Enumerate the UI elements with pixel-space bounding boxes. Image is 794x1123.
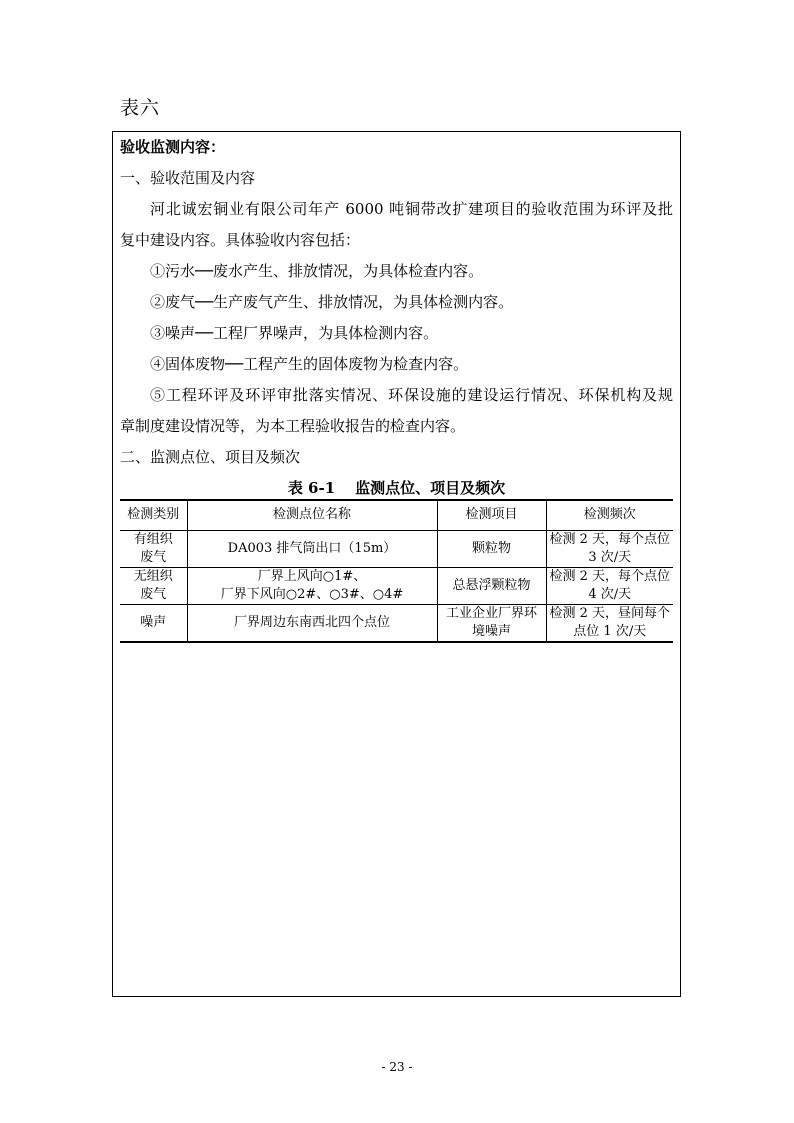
page-number: - 23 - [381,1060,413,1074]
scope-item-exhaust-gas: ②废气──生产废气产生、排放情况，为具体检测内容。 [150,293,514,311]
header-category: 检测类别 [120,500,187,530]
cell-frequency: 检测 2 天，每个点位 3 次/天 [546,530,673,567]
part2-heading: 二、监测点位、项目及频次 [120,448,301,466]
cell-location: 厂界周边东南西北四个点位 [187,604,437,642]
scope-item-noise: ③噪声──工程厂界噪声，为具体检测内容。 [150,324,439,342]
cell-frequency: 检测 2 天，昼间每个 点位 1 次/天 [546,604,673,642]
table-header-row [120,500,673,530]
cell-item: 颗粒物 [437,530,546,567]
intro-paragraph-line2: 复中建设内容。具体验收内容包括： [120,231,361,249]
header-frequency: 检测频次 [546,500,673,530]
cell-location: DA003 排气筒出口（15m） [187,530,437,567]
part1-heading: 一、验收范围及内容 [120,169,256,187]
table-caption [120,477,673,499]
intro-paragraph-line1: 河北诚宏铜业有限公司年产 6000 吨铜带改扩建项目的验收范围为环评及批 [150,200,673,218]
scope-item-wastewater: ①污水──废水产生、排放情况，为具体检查内容。 [150,262,484,280]
page-heading: 表六 [120,97,161,119]
table-row [120,567,673,604]
cell-category: 噪声 [120,604,187,642]
table-caption-number: 表 6-1 [287,479,336,497]
content-frame [112,131,681,997]
scope-item-solid-waste: ④固体废物──工程产生的固体废物为检查内容。 [150,355,469,373]
cell-frequency: 检测 2 天，每个点位 4 次/天 [546,567,673,604]
scope-item-management-line2: 章制度建设情况等，为本工程验收报告的检查内容。 [120,417,466,435]
content-body [120,132,673,643]
table-row [120,530,673,567]
cell-location: 厂界上风向○1#、 厂界下风向○2#、○3#、○4# [187,567,437,604]
table-row [120,604,673,642]
cell-item: 总悬浮颗粒物 [437,567,546,604]
section-title: 验收监测内容： [120,138,226,156]
header-item: 检测项目 [437,500,546,530]
cell-item: 工业企业厂界环 境噪声 [437,604,546,642]
scope-item-management-line1: ⑤工程环评及环评审批落实情况、环保设施的建设运行情况、环保机构及规 [150,386,673,404]
cell-category: 无组织 废气 [120,567,187,604]
header-location: 检测点位名称 [187,500,437,530]
table-caption-title: 监测点位、项目及频次 [355,479,506,497]
cell-category: 有组织 废气 [120,530,187,567]
monitoring-table [120,499,673,643]
